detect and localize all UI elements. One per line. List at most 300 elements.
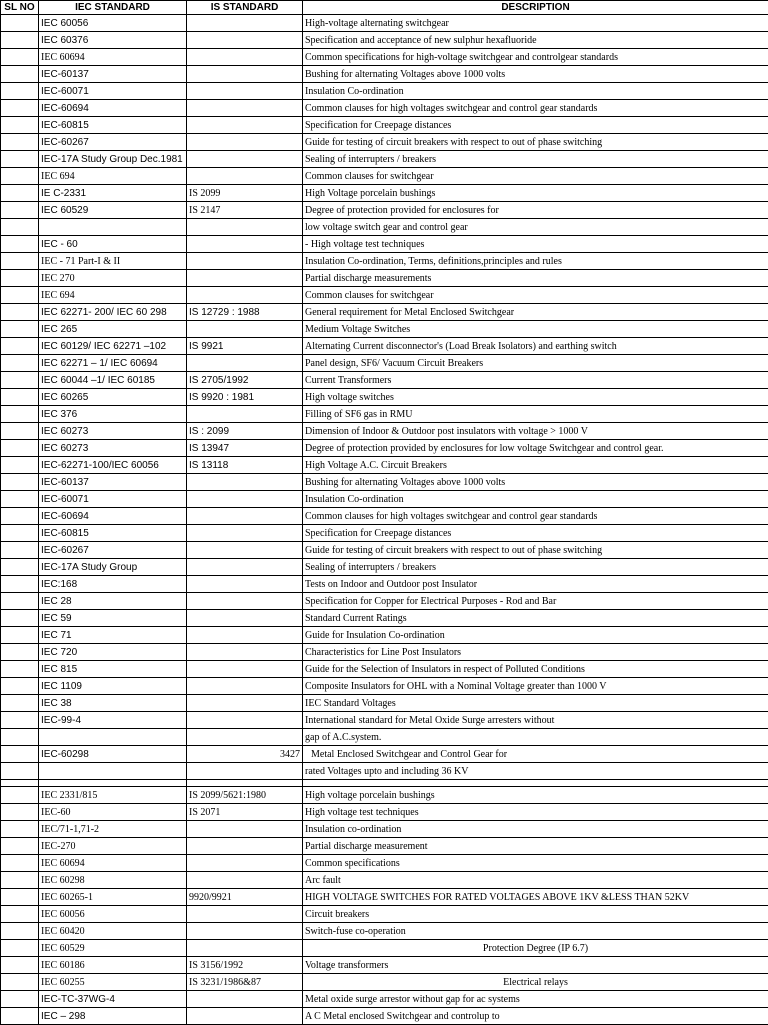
description-cell: Common clauses for switchgear — [303, 168, 768, 185]
iec-standard-cell: IE C-2331 — [39, 185, 187, 202]
iec-standard-cell: IEC - 60 — [39, 236, 187, 253]
table-row — [1, 780, 768, 787]
description-cell: Current Transformers — [303, 372, 768, 389]
is-standard-cell: IS 13947 — [187, 440, 303, 457]
iec-standard-cell: IEC 265 — [39, 321, 187, 338]
description-cell: Insulation Co-ordination — [303, 83, 768, 100]
iec-standard-cell — [39, 219, 187, 236]
description-cell: - High voltage test techniques — [303, 236, 768, 253]
sl-no-cell — [1, 940, 39, 957]
description-cell: International standard for Metal Oxide Surge arresters without — [303, 712, 768, 729]
description-cell: Common clauses for switchgear — [303, 287, 768, 304]
sl-no-cell — [1, 991, 39, 1008]
iec-standard-cell: IEC - 71 Part-I & II — [39, 253, 187, 270]
description-cell: Specification and acceptance of new sulphur hexafluoride — [303, 32, 768, 49]
iec-standard-cell: IEC 720 — [39, 644, 187, 661]
iec-standard-cell: IEC 59 — [39, 610, 187, 627]
table-row — [1, 763, 768, 780]
sl-no-cell — [1, 491, 39, 508]
sl-no-cell — [1, 168, 39, 185]
sl-no-cell — [1, 576, 39, 593]
description-cell: low voltage switch gear and control gear — [303, 219, 768, 236]
table-row — [1, 940, 768, 957]
description-cell: High Voltage porcelain bushings — [303, 185, 768, 202]
iec-standard-cell: IEC 60186 — [39, 957, 187, 974]
sl-no-cell — [1, 906, 39, 923]
description-cell: Guide for Insulation Co-ordination — [303, 627, 768, 644]
table-row — [1, 593, 768, 610]
sl-no-cell — [1, 100, 39, 117]
description-cell: High voltage porcelain bushings — [303, 787, 768, 804]
table-row — [1, 423, 768, 440]
iec-standard-cell: IEC-17A Study Group — [39, 559, 187, 576]
iec-standard-cell: IEC-60267 — [39, 134, 187, 151]
sl-no-cell — [1, 872, 39, 889]
is-standard-cell: IS 13118 — [187, 457, 303, 474]
is-standard-cell — [187, 32, 303, 49]
description-cell: Insulation Co-ordination, Terms, definitions,principles and rules — [303, 253, 768, 270]
description-cell: Common clauses for high voltages switchgear and control gear standards — [303, 100, 768, 117]
sl-no-cell — [1, 338, 39, 355]
is-standard-cell — [187, 763, 303, 780]
sl-no-cell — [1, 838, 39, 855]
description-cell: Circuit breakers — [303, 906, 768, 923]
iec-standard-cell: IEC 1109 — [39, 678, 187, 695]
description-cell: Guide for testing of circuit breakers with respect to out of phase switching — [303, 134, 768, 151]
sl-no-cell — [1, 763, 39, 780]
table-row — [1, 457, 768, 474]
iec-standard-cell: IEC 60273 — [39, 423, 187, 440]
sl-no-cell — [1, 957, 39, 974]
iec-standard-cell: IEC-60694 — [39, 100, 187, 117]
iec-standard-cell: IEC-60267 — [39, 542, 187, 559]
is-standard-cell: 3427 — [187, 746, 303, 763]
description-cell: Partial discharge measurements — [303, 270, 768, 287]
iec-standard-cell: IEC 60129/ IEC 62271 –102 — [39, 338, 187, 355]
is-standard-cell — [187, 168, 303, 185]
is-standard-cell — [187, 542, 303, 559]
iec-standard-cell: IEC-60071 — [39, 491, 187, 508]
sl-no-cell — [1, 923, 39, 940]
iec-standard-cell: IEC-60694 — [39, 508, 187, 525]
sl-no-cell — [1, 787, 39, 804]
is-standard-cell — [187, 559, 303, 576]
sl-no-cell — [1, 610, 39, 627]
description-cell: Insulation Co-ordination — [303, 491, 768, 508]
iec-standard-cell: IEC 60255 — [39, 974, 187, 991]
sl-no-cell — [1, 695, 39, 712]
iec-standard-cell: IEC-60137 — [39, 66, 187, 83]
sl-no-cell — [1, 355, 39, 372]
description-cell: Degree of protection provided by enclosures for low voltage Switchgear and control gear. — [303, 440, 768, 457]
description-cell: Panel design, SF6/ Vacuum Circuit Breakers — [303, 355, 768, 372]
table-row — [1, 542, 768, 559]
table-row — [1, 889, 768, 906]
iec-standard-cell: IEC 62271- 200/ IEC 60 298 — [39, 304, 187, 321]
description-cell: Specification for Creepage distances — [303, 117, 768, 134]
iec-standard-cell: IEC 60694 — [39, 49, 187, 66]
is-standard-cell — [187, 474, 303, 491]
iec-standard-cell: IEC 38 — [39, 695, 187, 712]
table-row — [1, 270, 768, 287]
is-standard-cell — [187, 729, 303, 746]
sl-no-cell — [1, 729, 39, 746]
iec-standard-cell: IEC 60376 — [39, 32, 187, 49]
description-cell: Dimension of Indoor & Outdoor post insulators with voltage > 1000 V — [303, 423, 768, 440]
description-cell: Metal Enclosed Switchgear and Control Gear for — [303, 746, 768, 763]
iec-standard-cell — [39, 763, 187, 780]
table-row — [1, 219, 768, 236]
is-standard-cell: IS : 2099 — [187, 423, 303, 440]
iec-standard-cell: IEC-TC-37WG-4 — [39, 991, 187, 1008]
table-row — [1, 236, 768, 253]
description-cell: A C Metal enclosed Switchgear and controlup to — [303, 1008, 768, 1025]
table-row — [1, 729, 768, 746]
description-cell: Sealing of interrupters / breakers — [303, 151, 768, 168]
sl-no-cell — [1, 678, 39, 695]
is-standard-cell — [187, 593, 303, 610]
sl-no-cell — [1, 712, 39, 729]
is-standard-cell: IS 2099/5621:1980 — [187, 787, 303, 804]
table-row — [1, 32, 768, 49]
sl-no-cell — [1, 49, 39, 66]
sl-no-cell — [1, 270, 39, 287]
table-row — [1, 355, 768, 372]
table-row — [1, 746, 768, 763]
description-cell: rated Voltages upto and including 36 KV — [303, 763, 768, 780]
sl-no-cell — [1, 593, 39, 610]
iec-standard-cell: IEC/71-1,71-2 — [39, 821, 187, 838]
is-standard-cell — [187, 991, 303, 1008]
description-cell: High Voltage A.C. Circuit Breakers — [303, 457, 768, 474]
header-description: DESCRIPTION — [303, 1, 768, 15]
sl-no-cell — [1, 253, 39, 270]
is-standard-cell — [187, 117, 303, 134]
description-cell: Electrical relays — [303, 974, 768, 991]
is-standard-cell — [187, 491, 303, 508]
table-row — [1, 610, 768, 627]
is-standard-cell — [187, 219, 303, 236]
sl-no-cell — [1, 236, 39, 253]
table-row — [1, 838, 768, 855]
sl-no-cell — [1, 889, 39, 906]
description-cell: Protection Degree (IP 6.7) — [303, 940, 768, 957]
table-row — [1, 66, 768, 83]
is-standard-cell — [187, 610, 303, 627]
sl-no-cell — [1, 974, 39, 991]
table-body — [1, 15, 768, 1025]
table-row — [1, 855, 768, 872]
is-standard-cell — [187, 287, 303, 304]
is-standard-cell — [187, 49, 303, 66]
iec-standard-cell: IEC:168 — [39, 576, 187, 593]
is-standard-cell — [187, 838, 303, 855]
description-cell: Degree of protection provided for enclosures for — [303, 202, 768, 219]
description-cell: Alternating Current disconnector's (Load Break Isolators) and earthing switch — [303, 338, 768, 355]
is-standard-cell: IS 2705/1992 — [187, 372, 303, 389]
sl-no-cell — [1, 474, 39, 491]
is-standard-cell — [187, 406, 303, 423]
iec-standard-cell: IEC 2331/815 — [39, 787, 187, 804]
sl-no-cell — [1, 389, 39, 406]
description-cell: High-voltage alternating switchgear — [303, 15, 768, 32]
iec-standard-cell: IEC-60137 — [39, 474, 187, 491]
table-row — [1, 661, 768, 678]
sl-no-cell — [1, 134, 39, 151]
is-standard-cell — [187, 780, 303, 787]
iec-standard-cell: IEC 60694 — [39, 855, 187, 872]
iec-standard-cell: IEC 270 — [39, 270, 187, 287]
is-standard-cell — [187, 100, 303, 117]
sl-no-cell — [1, 32, 39, 49]
table-row — [1, 712, 768, 729]
table-row — [1, 202, 768, 219]
table-row — [1, 559, 768, 576]
table-row — [1, 821, 768, 838]
table-row — [1, 787, 768, 804]
sl-no-cell — [1, 372, 39, 389]
is-standard-cell — [187, 821, 303, 838]
is-standard-cell — [187, 627, 303, 644]
iec-standard-cell: IEC 60056 — [39, 906, 187, 923]
sl-no-cell — [1, 542, 39, 559]
is-standard-cell: IS 2071 — [187, 804, 303, 821]
table-row — [1, 406, 768, 423]
iec-standard-cell: IEC-62271-100/IEC 60056 — [39, 457, 187, 474]
sl-no-cell — [1, 151, 39, 168]
iec-standard-cell: IEC 60529 — [39, 940, 187, 957]
table-row — [1, 991, 768, 1008]
header-is-standard: IS STANDARD — [187, 1, 303, 15]
sl-no-cell — [1, 219, 39, 236]
table-row — [1, 695, 768, 712]
table-row — [1, 168, 768, 185]
table-row — [1, 804, 768, 821]
is-standard-cell — [187, 855, 303, 872]
is-standard-cell: IS 12729 : 1988 — [187, 304, 303, 321]
iec-standard-cell: IEC 60265 — [39, 389, 187, 406]
table-row — [1, 338, 768, 355]
is-standard-cell — [187, 355, 303, 372]
table-row — [1, 923, 768, 940]
is-standard-cell — [187, 134, 303, 151]
is-standard-cell — [187, 270, 303, 287]
description-cell: Standard Current Ratings — [303, 610, 768, 627]
is-standard-cell — [187, 695, 303, 712]
is-standard-cell — [187, 1008, 303, 1025]
sl-no-cell — [1, 627, 39, 644]
table-row — [1, 508, 768, 525]
description-cell: HIGH VOLTAGE SWITCHES FOR RATED VOLTAGES ABOVE 1KV &LESS THAN 52KV — [303, 889, 768, 906]
iec-standard-cell: IEC 60044 –1/ IEC 60185 — [39, 372, 187, 389]
is-standard-cell: IS 2099 — [187, 185, 303, 202]
description-cell: Specification for Creepage distances — [303, 525, 768, 542]
is-standard-cell — [187, 661, 303, 678]
iec-standard-cell: IEC 60420 — [39, 923, 187, 940]
description-cell: High voltage test techniques — [303, 804, 768, 821]
sl-no-cell — [1, 304, 39, 321]
iec-standard-cell: IEC 71 — [39, 627, 187, 644]
sl-no-cell — [1, 559, 39, 576]
sl-no-cell — [1, 83, 39, 100]
sl-no-cell — [1, 457, 39, 474]
is-standard-cell: IS 3156/1992 — [187, 957, 303, 974]
description-cell: High voltage switches — [303, 389, 768, 406]
is-standard-cell — [187, 576, 303, 593]
iec-standard-cell: IEC 60298 — [39, 872, 187, 889]
sl-no-cell — [1, 15, 39, 32]
table-row — [1, 253, 768, 270]
table-row — [1, 389, 768, 406]
iec-standard-cell: IEC 60273 — [39, 440, 187, 457]
iec-standard-cell: IEC-60815 — [39, 525, 187, 542]
iec-standard-cell: IEC-17A Study Group Dec.1981 — [39, 151, 187, 168]
description-cell: Switch-fuse co-operation — [303, 923, 768, 940]
is-standard-cell — [187, 712, 303, 729]
description-cell: General requirement for Metal Enclosed Switchgear — [303, 304, 768, 321]
table-row — [1, 304, 768, 321]
sl-no-cell — [1, 644, 39, 661]
iec-standard-cell: IEC 376 — [39, 406, 187, 423]
table-row — [1, 491, 768, 508]
is-standard-cell: IS 2147 — [187, 202, 303, 219]
iec-standard-cell: IEC-60 — [39, 804, 187, 821]
description-cell: Tests on Indoor and Outdoor post Insulator — [303, 576, 768, 593]
table-row — [1, 185, 768, 202]
description-cell: Filling of SF6 gas in RMU — [303, 406, 768, 423]
sl-no-cell — [1, 508, 39, 525]
iec-standard-cell — [39, 729, 187, 746]
table-row — [1, 525, 768, 542]
table-row — [1, 151, 768, 168]
iec-standard-cell: IEC-60298 — [39, 746, 187, 763]
table-row — [1, 100, 768, 117]
sl-no-cell — [1, 423, 39, 440]
table-row — [1, 474, 768, 491]
table-row — [1, 134, 768, 151]
description-cell: Metal oxide surge arrestor without gap for ac systems — [303, 991, 768, 1008]
table-row — [1, 117, 768, 134]
table-row — [1, 321, 768, 338]
iec-standard-cell: IEC 60056 — [39, 15, 187, 32]
is-standard-cell — [187, 236, 303, 253]
is-standard-cell — [187, 940, 303, 957]
iec-standard-cell: IEC 62271 – 1/ IEC 60694 — [39, 355, 187, 372]
description-cell: Characteristics for Line Post Insulators — [303, 644, 768, 661]
sl-no-cell — [1, 66, 39, 83]
sl-no-cell — [1, 525, 39, 542]
table-row — [1, 644, 768, 661]
is-standard-cell — [187, 15, 303, 32]
description-cell: Common specifications for high-voltage switchgear and controlgear standards — [303, 49, 768, 66]
table-row — [1, 906, 768, 923]
table-row — [1, 1008, 768, 1025]
table-row — [1, 372, 768, 389]
is-standard-cell — [187, 923, 303, 940]
table-row — [1, 957, 768, 974]
iec-standard-cell — [39, 780, 187, 787]
sl-no-cell — [1, 287, 39, 304]
sl-no-cell — [1, 321, 39, 338]
sl-no-cell — [1, 780, 39, 787]
description-cell: Bushing for alternating Voltages above 1000 volts — [303, 474, 768, 491]
table-row — [1, 974, 768, 991]
header-iec-standard: IEC STANDARD — [39, 1, 187, 15]
sl-no-cell — [1, 1008, 39, 1025]
iec-standard-cell: IEC-99-4 — [39, 712, 187, 729]
description-cell: gap of A.C.system. — [303, 729, 768, 746]
sl-no-cell — [1, 804, 39, 821]
iec-standard-cell: IEC – 298 — [39, 1008, 187, 1025]
sl-no-cell — [1, 406, 39, 423]
sl-no-cell — [1, 440, 39, 457]
description-cell — [303, 780, 768, 787]
is-standard-cell — [187, 678, 303, 695]
description-cell: Sealing of interrupters / breakers — [303, 559, 768, 576]
is-standard-cell — [187, 906, 303, 923]
sl-no-cell — [1, 117, 39, 134]
is-standard-cell: IS 9921 — [187, 338, 303, 355]
is-standard-cell — [187, 321, 303, 338]
table-row — [1, 678, 768, 695]
description-cell: Guide for the Selection of Insulators in respect of Polluted Conditions — [303, 661, 768, 678]
is-standard-cell — [187, 872, 303, 889]
iec-standard-cell: IEC-60815 — [39, 117, 187, 134]
table-row — [1, 440, 768, 457]
table-row — [1, 49, 768, 66]
description-cell: Common clauses for high voltages switchgear and control gear standards — [303, 508, 768, 525]
is-standard-cell: IS 9920 : 1981 — [187, 389, 303, 406]
sl-no-cell — [1, 746, 39, 763]
is-standard-cell — [187, 253, 303, 270]
header-row — [1, 1, 768, 15]
is-standard-cell: IS 3231/1986&87 — [187, 974, 303, 991]
description-cell: Arc fault — [303, 872, 768, 889]
table-row — [1, 15, 768, 32]
table-row — [1, 287, 768, 304]
description-cell: Specification for Copper for Electrical Purposes - Rod and Bar — [303, 593, 768, 610]
is-standard-cell — [187, 525, 303, 542]
description-cell: Partial discharge measurement — [303, 838, 768, 855]
iec-standard-cell: IEC 60265-1 — [39, 889, 187, 906]
iec-standard-cell: IEC 694 — [39, 168, 187, 185]
sl-no-cell — [1, 185, 39, 202]
description-cell: Insulation co-ordination — [303, 821, 768, 838]
table-row — [1, 576, 768, 593]
sl-no-cell — [1, 821, 39, 838]
iec-standard-cell: IEC 694 — [39, 287, 187, 304]
is-standard-cell — [187, 508, 303, 525]
sl-no-cell — [1, 202, 39, 219]
iec-standard-cell: IEC 60529 — [39, 202, 187, 219]
is-standard-cell — [187, 644, 303, 661]
table-row — [1, 627, 768, 644]
description-cell: IEC Standard Voltages — [303, 695, 768, 712]
sl-no-cell — [1, 661, 39, 678]
table-row — [1, 83, 768, 100]
header-sl-no: SL NO — [1, 1, 39, 15]
description-cell: Common specifications — [303, 855, 768, 872]
is-standard-cell — [187, 66, 303, 83]
description-cell: Guide for testing of circuit breakers with respect to out of phase switching — [303, 542, 768, 559]
iec-standard-cell: IEC-60071 — [39, 83, 187, 100]
iec-standard-cell: IEC 28 — [39, 593, 187, 610]
sl-no-cell — [1, 855, 39, 872]
description-cell: Bushing for alternating Voltages above 1000 volts — [303, 66, 768, 83]
table-row — [1, 872, 768, 889]
is-standard-cell: 9920/9921 — [187, 889, 303, 906]
is-standard-cell — [187, 83, 303, 100]
